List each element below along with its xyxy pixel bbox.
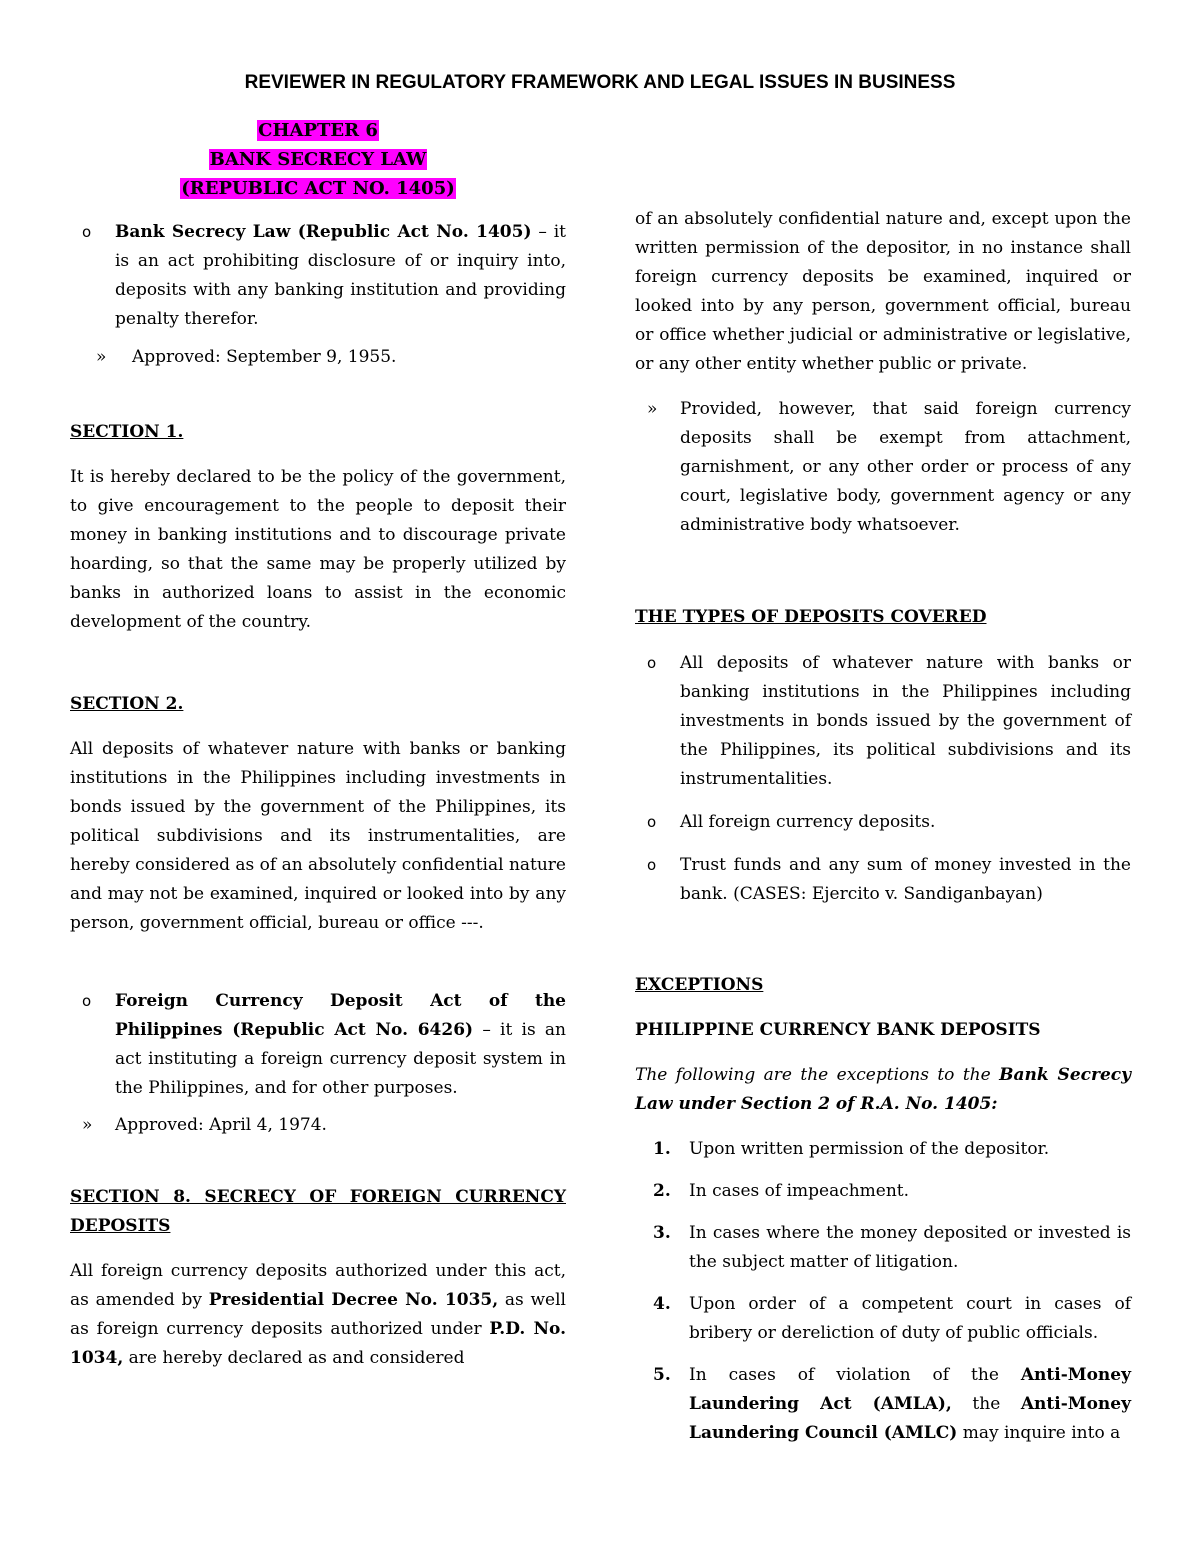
circle-bullet-icon: o [82,223,92,241]
chapter-heading [0,116,636,203]
section-8-text: All foreign currency deposits authorized under this act, as amended by Presidential Decree No. 1035, as well as foreign currency deposits authorized under P.D. No. 1034, are hereby declared as and considered [70,1261,567,1368]
chapter-number: CHAPTER 6 [258,120,378,141]
list-item: 3. In cases where the money deposited or invested is the subject matter of litigation. [653,1223,1131,1272]
section-2-text: All deposits of whatever nature with banks or banking institutions in the Philippines including investments in bonds issued by the government of the Philippines, its political subdivisions and its instrumentalities, are hereby considered as of an absolutely confidential nature and may not be examined, inquired or looked into by any person, government official, bureau or office ---. [70,739,566,933]
arrow-bullet-icon: » [82,1115,93,1135]
list-item [635,395,1131,540]
act-definition: – it is an act prohibiting disclosure of or inquiry into, deposits with any banking institution and providing penalty therefor. [115,222,567,329]
list-item: 5. In cases of violation of the Anti-Money Laundering Act (AMLA), the Anti-Money Laundering Council (AMLC) may inquire into a [653,1365,1131,1443]
chapter-title: BANK SECRECY LAW [209,149,427,170]
types-heading: THE TYPES OF DEPOSITS COVERED [635,607,987,627]
approved-date: Approved: September 9, 1955. [132,347,397,367]
section-1-heading: SECTION 1. [70,422,184,442]
section-1-text: It is hereby declared to be the policy of the government, to give encouragement to the people to deposit their money in banking institutions and to discourage private hoarding, so that the same may be properly utilized by banks in authorized loans to assist in the economic development of the country. [70,467,566,632]
act-term: Bank Secrecy Law (Republic Act No. 1405) [115,222,532,242]
circle-bullet-icon: o [647,654,657,672]
left-column [70,218,566,1373]
circle-bullet-icon: o [647,856,657,874]
list-item [70,218,566,334]
list-item: 2. In cases of impeachment. [653,1181,910,1201]
list-item [70,987,566,1103]
circle-bullet-icon: o [82,992,92,1010]
circle-bullet-icon: o [647,813,657,831]
chapter-act: (REPUBLIC ACT NO. 1405) [181,178,455,199]
exceptions-heading: EXCEPTIONS [635,975,764,995]
list-item [70,343,566,372]
list-item: o Trust funds and any sum of money invested in the bank. (CASES: Ejercito v. Sandiganbayan) [635,851,1131,909]
section-8-continued: of an absolutely confidential nature and, except upon the written permission of the depositor, in no instance shall foreign currency deposits be examined, inquired or looked into by any person, government official, bureau or office whether judicial or administrative or legislative, or any other entity whether public or private. [635,209,1131,374]
arrow-bullet-icon: » [96,347,107,367]
approved-date: Approved: April 4, 1974. [115,1115,327,1135]
act-term: Foreign Currency Deposit Act of the Philippines (Republic Act No. 6426) [115,991,566,1040]
exceptions-intro: The following are the exceptions to the Bank Secrecy Law under Section 2 of R.A. No. 1405: [635,1065,1131,1114]
list-item: o All foreign currency deposits. [635,808,1131,837]
list-item: o All deposits of whatever nature with banks or banking institutions in the Philippines including investments in bonds issued by the government of the Philippines, its political subdivisions and its instrumentalities. [635,649,1131,794]
proviso-text: Provided, however, that said foreign currency deposits shall be exempt from attachment, garnishment, or any other order or process of any court, legislative body, government agency or any administrative body whatsoever. [680,399,1131,535]
section-8-heading: SECTION 8. SECRECY OF FOREIGN CURRENCY DEPOSITS [70,1187,566,1236]
list-item: 1. Upon written permission of the depositor. [653,1139,1050,1159]
arrow-bullet-icon: » [647,399,658,419]
right-column [635,205,1131,1448]
section-2-heading: SECTION 2. [70,694,184,714]
list-item: 4. Upon order of a competent court in cases of bribery or dereliction of duty of public officials. [653,1294,1131,1343]
document-title: REVIEWER IN REGULATORY FRAMEWORK AND LEGAL ISSUES IN BUSINESS [244,72,956,93]
act-definition: – it is an act instituting a foreign currency deposit system in the Philippines, and for other purposes. [115,1020,566,1098]
list-item [70,1111,566,1140]
ph-deposits-heading: PHILIPPINE CURRENCY BANK DEPOSITS [635,1020,1041,1040]
